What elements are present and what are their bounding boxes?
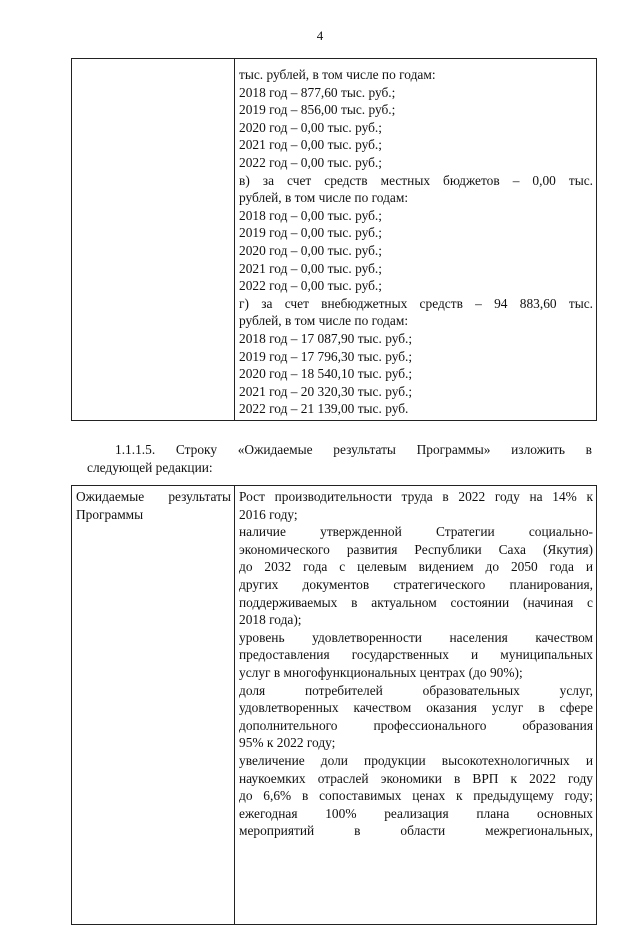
funding-line: 2022 год – 21 139,00 тыс. руб.	[239, 401, 409, 417]
results-content-cell	[235, 486, 597, 925]
funding-table	[71, 58, 597, 421]
results-line: увеличение доли продукции высокотехнологичных и	[239, 752, 593, 768]
results-line: доля потребителей образовательных услуг,	[239, 682, 593, 698]
results-line: ежегодная 100% реализация плана основных	[239, 805, 593, 821]
funding-line: 2020 год – 0,00 тыс. руб.;	[239, 119, 382, 135]
funding-line: 2021 год – 0,00 тыс. руб.;	[239, 260, 382, 276]
funding-line: 2020 год – 18 540,10 тыс. руб.;	[239, 366, 413, 382]
amendment-paragraph	[88, 441, 592, 476]
results-table	[71, 485, 597, 925]
funding-line: в) за счет средств местных бюджетов – 0,00 тыс.	[239, 172, 593, 188]
funding-line: 2019 год – 0,00 тыс. руб.;	[239, 225, 382, 241]
paragraph-line: 1.1.1.5. Строку «Ожидаемые результаты Программы» изложить в	[115, 442, 592, 457]
funding-line: 2018 год – 877,60 тыс. руб.;	[239, 84, 396, 100]
results-line: других документов стратегического планирования,	[239, 576, 593, 592]
results-label-line: Программы	[76, 506, 144, 522]
funding-line: г) за счет внебюджетных средств – 94 883,60 тыс.	[239, 295, 593, 311]
results-line: мероприятий в области межрегиональных,	[239, 823, 593, 839]
funding-line: рублей, в том числе по годам:	[239, 190, 409, 206]
funding-line: 2022 год – 0,00 тыс. руб.;	[239, 154, 382, 170]
results-line: Рост производительности труда в 2022 году на 14% к	[239, 489, 593, 504]
page-number: 4	[316, 28, 324, 43]
results-line: 2016 году;	[239, 506, 298, 522]
results-line: удовлетворенных качеством оказания услуг в сфере	[239, 700, 593, 716]
funding-content-cell	[235, 59, 597, 421]
funding-line: 2022 год – 0,00 тыс. руб.;	[239, 278, 382, 294]
results-line: 2018 года);	[239, 612, 302, 628]
results-line: дополнительного профессионального образования	[239, 717, 593, 733]
funding-line: 2021 год – 0,00 тыс. руб.;	[239, 137, 382, 153]
funding-line: 2018 год – 0,00 тыс. руб.;	[239, 207, 382, 223]
table-row	[72, 59, 597, 421]
results-label-line: Ожидаемые результаты	[76, 489, 231, 504]
funding-label-cell	[72, 59, 235, 421]
results-label-cell	[72, 486, 235, 925]
results-line: наличие утвержденной Стратегии социально-	[239, 524, 593, 540]
results-line: до 2032 года с целевым видением до 2050 года и	[239, 559, 593, 575]
funding-line: 2021 год – 20 320,30 тыс. руб.;	[239, 383, 413, 399]
results-line: наукоемких отраслей экономики в ВРП к 2022 году	[239, 770, 593, 786]
results-line: экономического развития Республики Саха (Якутия)	[239, 541, 593, 557]
funding-line: 2020 год – 0,00 тыс. руб.;	[239, 242, 382, 258]
funding-line: 2019 год – 17 796,30 тыс. руб.;	[239, 348, 413, 364]
results-line: 95% к 2022 году;	[239, 735, 336, 751]
results-line: поддерживаемых в актуальном состоянии (начиная с	[239, 594, 593, 610]
results-line: предоставления государственных и муниципальных	[239, 647, 593, 663]
paragraph-line: следующей редакции:	[87, 459, 213, 475]
funding-line: тыс. рублей, в том числе по годам:	[239, 67, 436, 82]
results-line: услуг в многофункциональных центрах (до 90%);	[239, 664, 523, 680]
funding-line: 2019 год – 856,00 тыс. руб.;	[239, 102, 396, 118]
table-row	[72, 486, 597, 925]
funding-line: рублей, в том числе по годам:	[239, 313, 409, 329]
results-line: уровень удовлетворенности населения качеством	[239, 629, 593, 645]
funding-line: 2018 год – 17 087,90 тыс. руб.;	[239, 330, 413, 346]
results-line: до 6,6% в сопоставимых ценах к предыдущему году;	[239, 788, 593, 804]
